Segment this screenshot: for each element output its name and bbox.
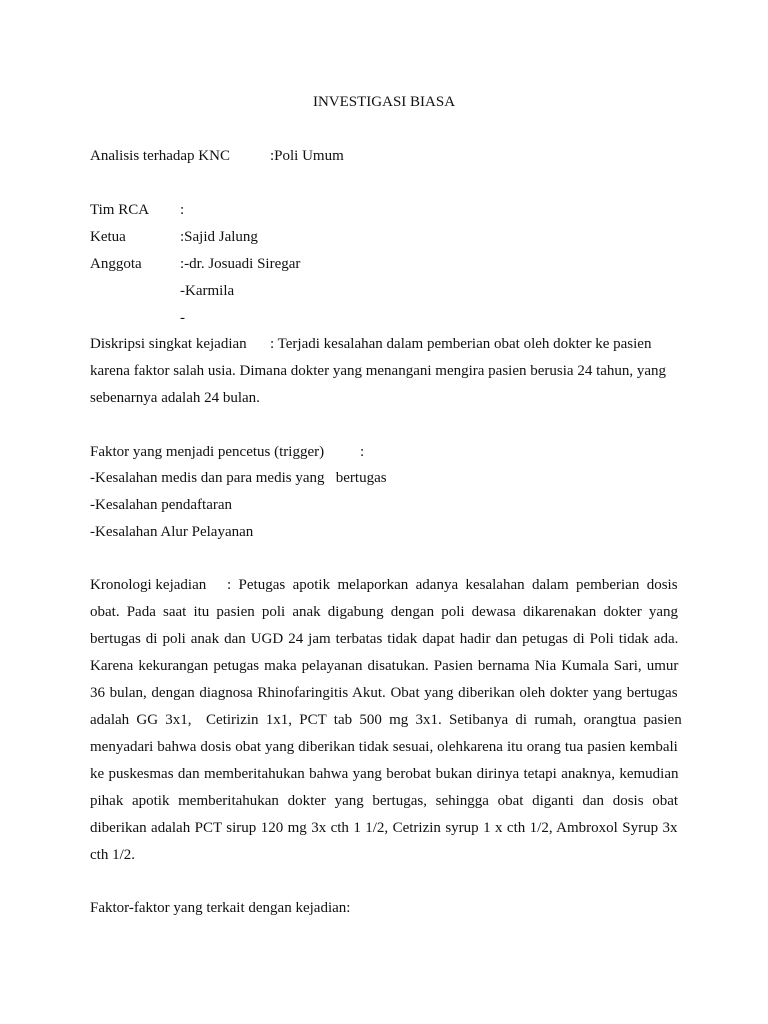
kronologi-line-9: diberikan adalah PCT sirup 120 mg 3x cth 1 1/2, Cetrizin syrup 1 x cth 1/2, Ambroxol Syrup 3x <box>90 820 678 836</box>
diskripsi-line-2: sebenarnya adalah 24 bulan. <box>90 390 260 406</box>
diskripsi-text-0: : Terjadi kesalahan dalam pemberian obat oleh dokter ke pasien <box>270 336 652 352</box>
diskripsi-line-1: karena faktor salah usia. Dimana dokter yang menangani mengira pasien berusia 24 tahun, yang <box>90 363 667 379</box>
faktor-label: Faktor yang menjadi pencetus (trigger) <box>90 444 325 460</box>
anggota-label: Anggota <box>90 256 142 272</box>
tim-label: Tim RCA <box>90 202 150 218</box>
analisis-label: Analisis terhadap KNC <box>90 148 230 164</box>
kronologi-line-0: : Petugas apotik melaporkan adanya kesalahan dalam pemberian dosis <box>227 577 678 593</box>
ketua-value: :Sajid Jalung <box>180 229 258 245</box>
kronologi-line-6: menyadari bahwa dosis obat yang diberikan tidak sesuai, olehkarena itu orang tua pasien kembali <box>90 739 678 755</box>
kronologi-line-3: Karena kekurangan petugas maka pelayanan disatukan. Pasien bernama Nia Kumala Sari, umur <box>90 658 679 674</box>
faktor-colon: : <box>360 444 365 460</box>
diskripsi-line-0 <box>270 335 678 353</box>
analisis-value: :Poli Umum <box>270 148 344 164</box>
faktor-item-1: -Kesalahan pendaftaran <box>90 497 233 513</box>
kronologi-line-2: bertugas di poli anak dan UGD 24 jam terbatas tidak dapat hadir dan petugas di Poli tidak ada. <box>90 631 679 647</box>
kronologi-line-7: ke puskesmas dan memberitahukan bahwa yang berobat bukan dirinya tetapi anaknya, kemudian <box>90 766 679 782</box>
document-title: INVESTIGASI BIASA <box>312 94 456 110</box>
kronologi-line-1: obat. Pada saat itu pasien poli anak digabung dengan poli dewasa dikarenakan dokter yang <box>90 604 678 620</box>
faktor-terkait-heading: Faktor-faktor yang terkait dengan kejadian: <box>90 900 351 916</box>
kronologi-line-5: adalah GG 3x1, Cetirizin 1x1, PCT tab 500 mg 3x1. Setibanya di rumah, orangtua pasien <box>90 712 682 728</box>
faktor-item-2: -Kesalahan Alur Pelayanan <box>90 524 254 540</box>
anggota-value-1: :-dr. Josuadi Siregar <box>180 256 301 272</box>
kronologi-line-8: pihak apotik memberitahukan dokter yang bertugas, sehingga obat diganti dan dosis obat <box>90 793 679 809</box>
tim-value: : <box>180 202 185 218</box>
kronologi-label: Kronologi kejadian <box>90 577 207 593</box>
ketua-label: Ketua <box>90 229 126 245</box>
faktor-item-0: -Kesalahan medis dan para medis yang bertugas <box>90 470 387 486</box>
anggota-value-2: -Karmila <box>180 283 235 299</box>
kronologi-line-4: 36 bulan, dengan diagnosa Rhinofaringitis Akut. Obat yang diberikan oleh dokter yang bertugas <box>90 685 678 701</box>
anggota-value-3: - <box>180 310 185 326</box>
kronologi-line-10: cth 1/2. <box>90 847 135 863</box>
diskripsi-label: Diskripsi singkat kejadian <box>90 336 247 352</box>
